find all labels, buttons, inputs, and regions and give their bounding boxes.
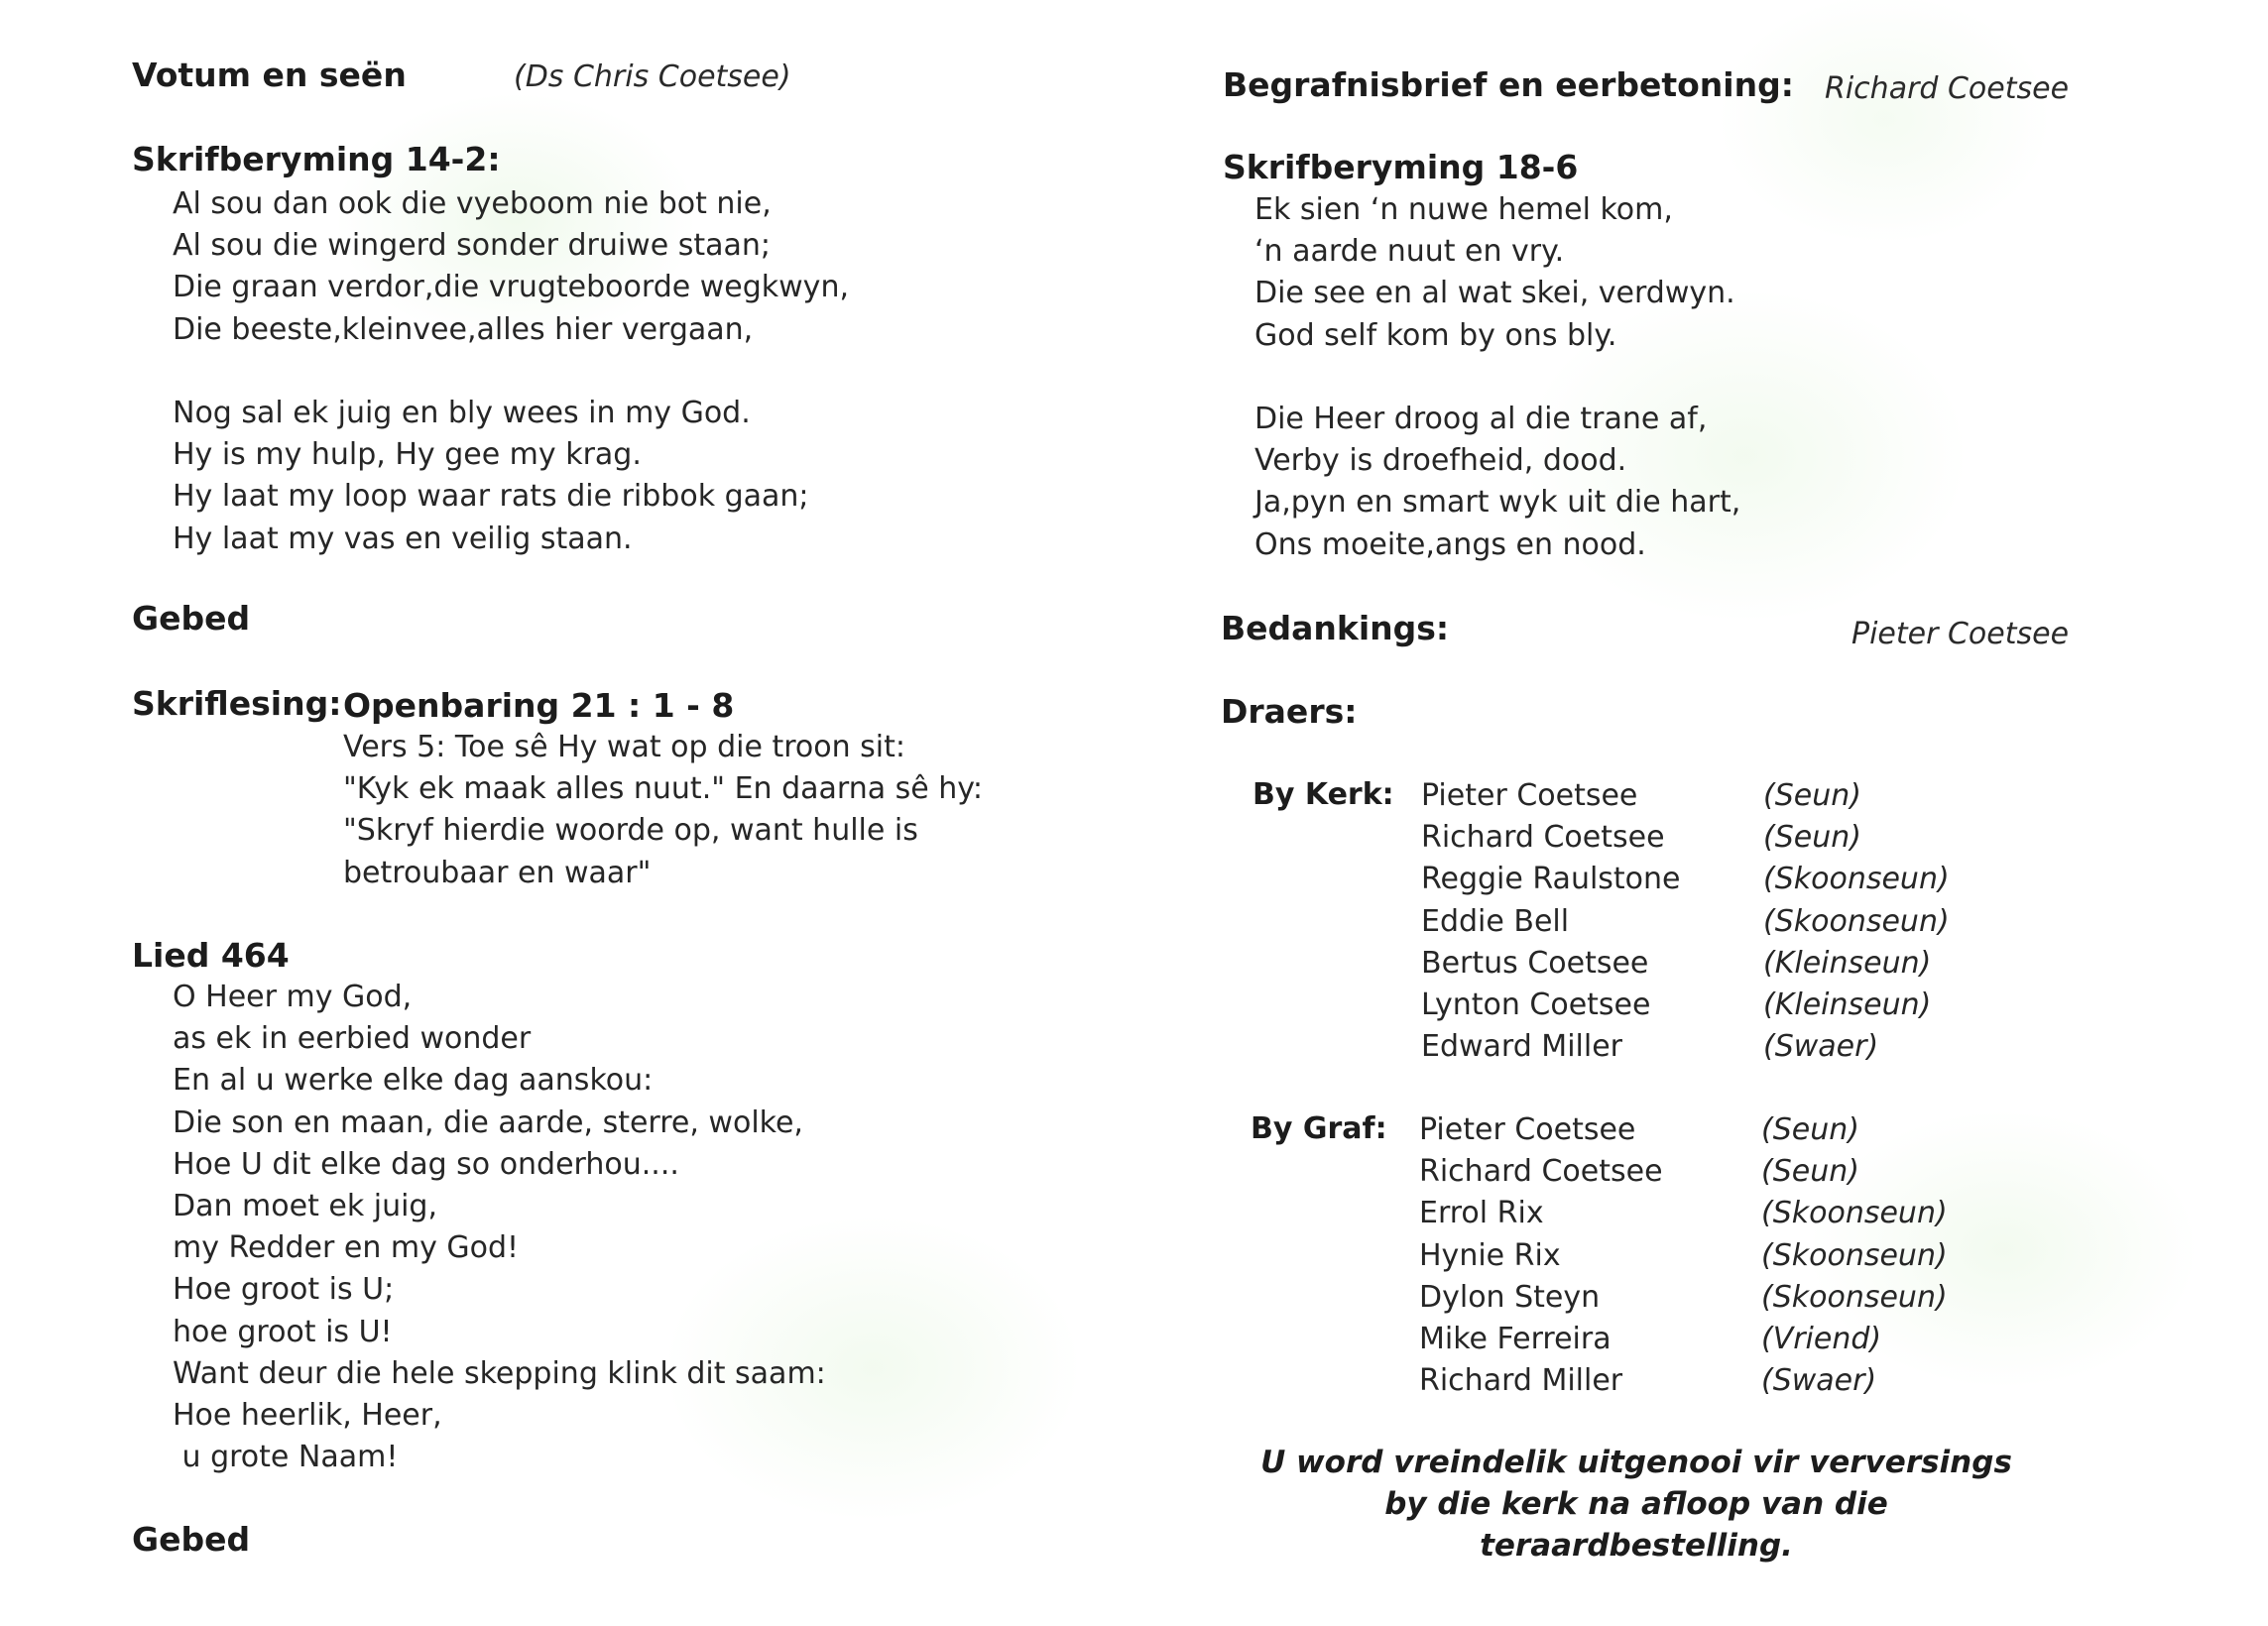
bearer-relation: (Seun): [1763, 820, 1861, 856]
bearer-relation: (Seun): [1763, 778, 1861, 813]
hymn-line: my Redder en my God!: [173, 1230, 520, 1266]
bearer-name: Hynie Rix: [1419, 1237, 1561, 1273]
hymn-line: hoe groot is U!: [173, 1314, 393, 1349]
closing-line: U word vreindelik uitgenooi vir verversings: [1260, 1445, 2012, 1480]
bearer-name: Richard Coetsee: [1419, 1154, 1663, 1190]
verse-line: Hy is my hulp, Hy gee my krag.: [173, 437, 642, 473]
bearer-relation: (Skoonseun): [1761, 1196, 1948, 1231]
skriflesing-text: [343, 727, 983, 894]
draers-heading: Draers:: [1221, 692, 1358, 731]
begrafnisbrief-heading: Begrafnisbrief en eerbetoning:: [1223, 65, 1794, 104]
bearer-name: Pieter Coetsee: [1419, 1112, 1636, 1147]
hymn-line: Want deur die hele skepping klink dit saam:: [173, 1355, 826, 1391]
bearer-name: Eddie Bell: [1421, 903, 1570, 939]
lied-464-verse: [173, 977, 826, 1478]
verse-line: Al sou die wingerd sonder druiwe staan;: [173, 228, 771, 264]
skriflesing-reference: Openbaring 21 : 1 - 8: [343, 686, 735, 725]
verse-line: Die see en al wat skei, verdwyn.: [1254, 276, 1735, 311]
bearer-name: Richard Miller: [1419, 1363, 1623, 1399]
closing-line: by die kerk na afloop van die teraardbestelling.: [1384, 1486, 1888, 1564]
bearer-name: Bertus Coetsee: [1421, 945, 1649, 981]
verse-line: Verby is droefheid, dood.: [1254, 443, 1627, 479]
scripture-line: betroubaar en waar": [343, 855, 652, 890]
bedankings-heading: Bedankings:: [1221, 609, 1450, 647]
by-kerk-label: By Kerk:: [1253, 777, 1394, 812]
bearer-name: Pieter Coetsee: [1421, 778, 1638, 813]
skrifberyming-14-2-verse: [173, 183, 849, 560]
verse-line: Die Heer droog al die trane af,: [1254, 401, 1708, 436]
hymn-line: Hoe groot is U;: [173, 1272, 395, 1308]
skriflesing-label: Skriflesing:: [132, 684, 342, 723]
bearer-relation: (Seun): [1761, 1112, 1859, 1147]
bearer-name: Lynton Coetsee: [1421, 987, 1651, 1022]
verse-line: God self kom by ons bly.: [1254, 317, 1617, 353]
hymn-line: O Heer my God,: [173, 980, 413, 1014]
gebed-heading: Gebed: [132, 599, 251, 638]
bearer-name: Mike Ferreira: [1419, 1321, 1611, 1356]
bearer-name: Errol Rix: [1419, 1196, 1544, 1231]
bearer-relation: (Kleinseun): [1763, 945, 1932, 981]
scripture-line: "Skryf hierdie woorde op, want hulle is: [343, 813, 918, 849]
votum-heading: Votum en seën: [132, 56, 407, 94]
bearer-relation: (Skoonseun): [1763, 862, 1950, 897]
verse-line: Hy laat my loop waar rats die ribbok gaan;: [173, 479, 809, 515]
bearer-relation: (Kleinseun): [1763, 987, 1932, 1022]
skrifberyming-18-6-heading: Skrifberyming 18-6: [1223, 148, 1579, 186]
bearer-name: Dylon Steyn: [1419, 1279, 1601, 1315]
bearer-relation: (Swaer): [1761, 1363, 1877, 1399]
scripture-line: Vers 5: Toe sê Hy wat op die troon sit:: [343, 730, 905, 764]
hymn-line: Dan moet ek juig,: [173, 1188, 437, 1223]
bearer-relation: (Vriend): [1761, 1321, 1882, 1356]
hymn-line: Hoe U dit elke dag so onderhou....: [173, 1146, 679, 1182]
verse-line: Ja,pyn en smart wyk uit die hart,: [1254, 485, 1741, 521]
verse-line: Die graan verdor,die vrugteboorde wegkwyn,: [173, 270, 849, 305]
bearer-relation: (Skoonseun): [1761, 1237, 1948, 1273]
bearer-relation: (Skoonseun): [1763, 903, 1950, 939]
verse-line: Hy laat my vas en veilig staan.: [173, 521, 633, 556]
bearer-name: Richard Coetsee: [1421, 820, 1665, 856]
verse-line: [1254, 357, 1740, 399]
begrafnisbrief-person: Richard Coetsee: [1825, 71, 2070, 106]
skrifberyming-18-6-verse: [1254, 189, 1740, 566]
verse-line: Nog sal ek juig en bly wees in my God.: [173, 395, 751, 430]
bearer-name: Edward Miller: [1421, 1029, 1622, 1065]
verse-line: Ons moeite,angs en nood.: [1254, 526, 1646, 562]
lied-464-heading: Lied 464: [132, 936, 290, 975]
hymn-line: Die son en maan, die aarde, sterre, wolke,: [173, 1104, 803, 1140]
votum-officiant: (Ds Chris Coetsee): [514, 59, 791, 94]
scripture-line: "Kyk ek maak alles nuut." En daarna sê hy:: [343, 771, 983, 807]
verse-line: [173, 351, 849, 393]
verse-line: Ek sien ‘n nuwe hemel kom,: [1254, 192, 1673, 227]
bearer-relation: (Swaer): [1763, 1029, 1879, 1065]
hymn-line: u grote Naam!: [173, 1440, 399, 1475]
skrifberyming-14-2-heading: Skrifberyming 14-2:: [132, 140, 501, 178]
verse-line: Al sou dan ook die vyeboom nie bot nie,: [173, 186, 772, 221]
bedankings-person: Pieter Coetsee: [1851, 617, 2070, 651]
hymn-line: Hoe heerlik, Heer,: [173, 1397, 442, 1433]
verse-line: ‘n aarde nuut en vry.: [1254, 234, 1565, 270]
verse-line: Die beeste,kleinvee,alles hier vergaan,: [173, 311, 754, 347]
hymn-line: as ek in eerbied wonder: [173, 1021, 532, 1057]
closing-invitation: [1225, 1442, 2048, 1567]
bearer-name: Reggie Raulstone: [1421, 862, 1681, 897]
by-graf-label: By Graf:: [1251, 1111, 1387, 1146]
hymn-line: En al u werke elke dag aanskou:: [173, 1063, 654, 1099]
bearer-relation: (Skoonseun): [1761, 1279, 1948, 1315]
bearer-relation: (Seun): [1761, 1154, 1859, 1190]
gebed-closing-heading: Gebed: [132, 1520, 251, 1559]
